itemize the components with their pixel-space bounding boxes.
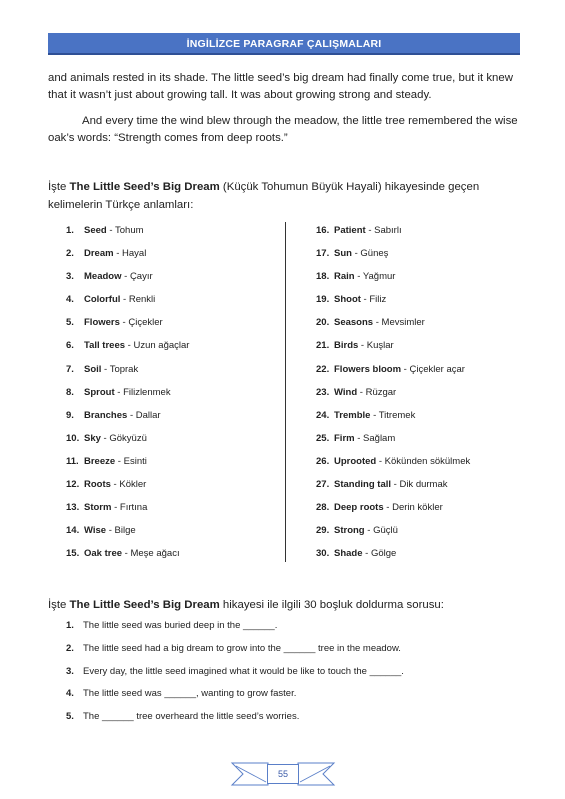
vocab-separator: - bbox=[370, 409, 379, 421]
vocab-turkish-meaning: Güneş bbox=[360, 248, 389, 260]
vocab-intro-story-title: The Little Seed’s Big Dream bbox=[69, 181, 220, 193]
vocab-english-word: Colorful bbox=[84, 294, 121, 306]
vocab-item bbox=[316, 225, 470, 248]
header-title: İNGİLİZCE PARAGRAF ÇALIŞMALARI bbox=[186, 38, 382, 50]
vocab-english-word: Seasons bbox=[334, 317, 374, 329]
vocab-number: 9. bbox=[66, 409, 74, 421]
questions-intro-story-title: The Little Seed’s Big Dream bbox=[69, 599, 220, 611]
vocab-turkish-meaning: Filizlenmek bbox=[123, 386, 171, 398]
vocab-item bbox=[316, 479, 470, 502]
vocab-number: 18. bbox=[316, 271, 330, 283]
vocab-item bbox=[316, 502, 470, 525]
vocab-number: 22. bbox=[316, 363, 330, 375]
vocab-separator: - bbox=[106, 525, 115, 537]
vocab-item bbox=[66, 294, 189, 317]
question-item bbox=[66, 666, 506, 689]
vocab-english-word: Flowers bloom bbox=[334, 363, 402, 375]
vocab-separator: - bbox=[351, 248, 361, 260]
vocab-number: 24. bbox=[316, 409, 330, 421]
vocab-turkish-meaning: Dallar bbox=[135, 409, 161, 421]
vocab-turkish-meaning: Yağmur bbox=[362, 271, 396, 283]
vocab-item bbox=[66, 525, 189, 548]
vocab-english-word: Standing tall bbox=[334, 479, 391, 491]
vocab-english-word: Oak tree bbox=[84, 548, 123, 560]
vocab-item bbox=[66, 479, 189, 502]
vocab-turkish-meaning: Sağlam bbox=[363, 432, 396, 444]
vocab-item bbox=[316, 271, 470, 294]
question-item bbox=[66, 711, 506, 734]
vocab-item bbox=[66, 548, 189, 571]
vocab-turkish-meaning: Esinti bbox=[123, 455, 147, 467]
vocab-item bbox=[316, 525, 470, 548]
question-number: 3. bbox=[66, 665, 74, 677]
question-text: The little seed had a big dream to grow into the ______ tree in the meadow. bbox=[83, 642, 401, 654]
vocab-separator: - bbox=[365, 225, 375, 236]
vocab-english-word: Uprooted bbox=[334, 455, 377, 467]
vocab-number: 12. bbox=[66, 479, 80, 491]
story-paragraph-2: And every time the wind blew through the meadow, the little tree remembered the wise oak’s words: “Strength comes from deep roots.” bbox=[48, 115, 518, 144]
question-list bbox=[66, 620, 506, 734]
question-item bbox=[66, 688, 506, 711]
vocab-turkish-meaning: Tohum bbox=[115, 225, 144, 236]
question-item bbox=[66, 620, 506, 643]
vocab-turkish-meaning: Çayır bbox=[129, 271, 153, 283]
vocab-english-word: Sky bbox=[84, 432, 101, 444]
vocab-separator: - bbox=[360, 294, 370, 306]
vocab-english-word: Patient bbox=[334, 225, 366, 236]
vocab-english-word: Dream bbox=[84, 248, 114, 260]
vocab-english-word: Wind bbox=[334, 386, 358, 398]
vocab-item bbox=[66, 387, 189, 410]
vocab-english-word: Birds bbox=[334, 340, 359, 352]
vocab-english-word: Rain bbox=[334, 271, 355, 283]
question-text: The little seed was ______, wanting to grow faster. bbox=[83, 688, 297, 700]
question-number: 5. bbox=[66, 711, 74, 723]
page-header-banner bbox=[48, 33, 520, 55]
vocab-number: 10. bbox=[66, 432, 80, 444]
vocab-intro-suffix: (Küçük Tohumun Büyük Hayali) hikayesinde geçen kelimelerin Türkçe anlamları: bbox=[48, 181, 480, 211]
vocab-number: 5. bbox=[66, 317, 74, 329]
vocab-separator: - bbox=[125, 340, 134, 352]
vocab-number: 3. bbox=[66, 271, 74, 283]
vocab-turkish-meaning: Toprak bbox=[109, 363, 139, 375]
vocab-item bbox=[316, 410, 470, 433]
vocab-english-word: Soil bbox=[84, 363, 102, 375]
questions-intro bbox=[48, 597, 523, 613]
vocab-number: 28. bbox=[316, 502, 330, 514]
vocab-separator: - bbox=[101, 363, 110, 375]
vocab-separator: - bbox=[121, 271, 130, 283]
page-footer bbox=[230, 760, 336, 788]
vocabulary-list-right bbox=[316, 225, 470, 571]
vocab-separator: - bbox=[391, 479, 400, 491]
vocab-english-word: Wise bbox=[84, 525, 107, 537]
vocab-item bbox=[316, 294, 470, 317]
vocab-english-word: Firm bbox=[334, 432, 355, 444]
vocab-item bbox=[316, 364, 470, 387]
column-divider bbox=[285, 222, 286, 562]
vocabulary-list-left bbox=[66, 225, 189, 571]
vocab-turkish-meaning: Gölge bbox=[370, 548, 397, 560]
vocab-intro-prefix: İşte bbox=[48, 181, 70, 193]
story-paragraph-1: and animals rested in its shade. The little seed’s big dream had finally come true, but it knew that it wasn’t just about growing tall. It was about growing strong and steady. bbox=[48, 72, 513, 101]
question-number: 4. bbox=[66, 688, 74, 700]
vocab-turkish-meaning: Güçlü bbox=[373, 525, 398, 537]
vocab-turkish-meaning: Fırtına bbox=[119, 502, 148, 514]
vocab-number: 16. bbox=[316, 225, 330, 236]
question-text: The ______ tree overheard the little seed’s worries. bbox=[83, 711, 300, 723]
vocab-english-word: Tremble bbox=[334, 409, 371, 421]
vocab-item bbox=[66, 340, 189, 363]
vocab-english-word: Shade bbox=[334, 548, 363, 560]
question-text: The little seed was buried deep in the ______. bbox=[83, 620, 278, 631]
vocab-separator: - bbox=[119, 317, 129, 329]
vocab-item bbox=[66, 456, 189, 479]
questions-intro-suffix: hikayesi ile ilgili 30 boşluk doldurma sorusu: bbox=[219, 599, 444, 611]
vocab-item bbox=[66, 225, 189, 248]
vocab-number: 30. bbox=[316, 548, 330, 560]
vocab-separator: - bbox=[383, 502, 393, 514]
vocab-number: 1. bbox=[66, 225, 74, 236]
vocab-turkish-meaning: Derin kökler bbox=[392, 502, 443, 514]
question-number: 1. bbox=[66, 620, 74, 631]
vocab-turkish-meaning: Kökünden sökülmek bbox=[384, 455, 471, 467]
vocab-turkish-meaning: Renkli bbox=[128, 294, 156, 306]
vocab-turkish-meaning: Çiçekler açar bbox=[409, 363, 465, 375]
vocab-separator: - bbox=[354, 432, 364, 444]
vocab-item bbox=[316, 456, 470, 479]
vocab-english-word: Shoot bbox=[334, 294, 361, 306]
vocab-separator: - bbox=[357, 386, 366, 398]
vocab-separator: - bbox=[401, 363, 410, 375]
vocab-item bbox=[316, 548, 470, 571]
vocab-number: 6. bbox=[66, 340, 74, 352]
vocab-item bbox=[316, 317, 470, 340]
vocab-separator: - bbox=[362, 548, 371, 560]
vocab-english-word: Flowers bbox=[84, 317, 120, 329]
vocab-number: 20. bbox=[316, 317, 330, 329]
vocab-number: 11. bbox=[66, 455, 79, 467]
vocab-number: 23. bbox=[316, 386, 330, 398]
vocab-item bbox=[316, 433, 470, 456]
vocab-number: 17. bbox=[316, 248, 330, 260]
vocab-item bbox=[66, 433, 189, 456]
vocab-number: 25. bbox=[316, 432, 330, 444]
vocab-english-word: Roots bbox=[84, 479, 111, 491]
vocab-english-word: Sun bbox=[334, 248, 352, 260]
vocab-separator: - bbox=[114, 386, 124, 398]
vocab-separator: - bbox=[120, 294, 129, 306]
vocab-item bbox=[66, 410, 189, 433]
vocab-number: 19. bbox=[316, 294, 330, 306]
vocab-number: 14. bbox=[66, 525, 80, 537]
vocab-english-word: Tall trees bbox=[84, 340, 126, 352]
vocab-number: 2. bbox=[66, 248, 74, 260]
vocab-item bbox=[66, 364, 189, 387]
vocab-item bbox=[316, 340, 470, 363]
vocab-turkish-meaning: Gökyüzü bbox=[109, 432, 147, 444]
vocab-number: 26. bbox=[316, 455, 330, 467]
vocab-separator: - bbox=[358, 340, 367, 352]
vocab-separator: - bbox=[376, 455, 385, 467]
vocab-turkish-meaning: Rüzgar bbox=[365, 386, 397, 398]
vocab-english-word: Strong bbox=[334, 525, 365, 537]
vocab-item bbox=[66, 502, 189, 525]
vocab-number: 21. bbox=[316, 340, 330, 352]
vocab-turkish-meaning: Çiçekler bbox=[128, 317, 163, 329]
vocab-english-word: Branches bbox=[84, 409, 128, 421]
vocab-english-word: Seed bbox=[84, 225, 107, 236]
vocab-english-word: Deep roots bbox=[334, 502, 384, 514]
vocab-turkish-meaning: Uzun ağaçlar bbox=[133, 340, 190, 352]
vocab-number: 15. bbox=[66, 548, 80, 560]
vocab-separator: - bbox=[364, 525, 374, 537]
vocab-turkish-meaning: Hayal bbox=[122, 248, 147, 260]
questions-intro-prefix: İşte bbox=[48, 599, 70, 611]
vocab-separator: - bbox=[115, 455, 124, 467]
vocab-separator: - bbox=[106, 225, 115, 236]
vocab-turkish-meaning: Dik durmak bbox=[399, 479, 448, 491]
vocab-turkish-meaning: Meşe ağacı bbox=[130, 548, 180, 560]
vocab-turkish-meaning: Kökler bbox=[119, 479, 147, 491]
vocab-item bbox=[316, 387, 470, 410]
vocab-turkish-meaning: Titremek bbox=[378, 409, 416, 421]
vocab-item bbox=[66, 248, 189, 271]
vocab-number: 7. bbox=[66, 363, 74, 375]
vocab-turkish-meaning: Mevsimler bbox=[381, 317, 425, 329]
question-number: 2. bbox=[66, 642, 74, 654]
vocab-english-word: Storm bbox=[84, 502, 112, 514]
vocab-separator: - bbox=[110, 479, 120, 491]
vocab-turkish-meaning: Kuşlar bbox=[366, 340, 394, 352]
vocab-item bbox=[316, 248, 470, 271]
vocab-number: 8. bbox=[66, 386, 74, 398]
vocab-separator: - bbox=[113, 248, 123, 260]
vocab-separator: - bbox=[100, 432, 110, 444]
vocab-english-word: Sprout bbox=[84, 386, 115, 398]
vocab-number: 27. bbox=[316, 479, 330, 491]
vocab-separator: - bbox=[373, 317, 382, 329]
question-item bbox=[66, 643, 506, 666]
vocab-item bbox=[66, 271, 189, 294]
vocab-turkish-meaning: Filiz bbox=[369, 294, 387, 306]
vocab-number: 13. bbox=[66, 502, 80, 514]
question-text: Every day, the little seed imagined what it would be like to touch the ______. bbox=[83, 665, 404, 677]
vocab-separator: - bbox=[354, 271, 363, 283]
vocabulary-intro bbox=[48, 178, 523, 214]
vocab-item bbox=[66, 317, 189, 340]
vocab-number: 29. bbox=[316, 525, 330, 537]
vocab-separator: - bbox=[127, 409, 136, 421]
vocab-number: 4. bbox=[66, 294, 74, 306]
vocab-turkish-meaning: Bilge bbox=[114, 525, 136, 537]
vocab-turkish-meaning: Sabırlı bbox=[374, 225, 402, 236]
vocab-separator: - bbox=[111, 502, 120, 514]
page-number: 55 bbox=[267, 764, 299, 784]
vocab-english-word: Breeze bbox=[84, 455, 116, 467]
vocab-separator: - bbox=[122, 548, 131, 560]
vocab-english-word: Meadow bbox=[84, 271, 122, 283]
